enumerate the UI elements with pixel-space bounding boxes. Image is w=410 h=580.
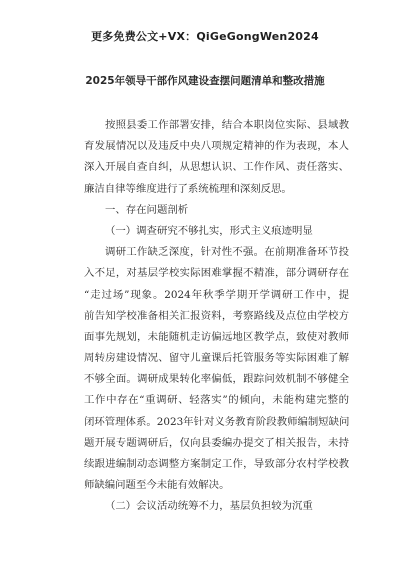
- paragraph-1-line-10: 题开展专题调研后，仅向县委编办提交了相关报告，未持: [84, 436, 349, 449]
- paragraph-1-line-9: 闭环管理体系。2023年针对义务教育阶段教师编制短缺问: [84, 415, 349, 428]
- promo-header: 更多免费公文+VX：QiGeGongWen2024: [91, 30, 319, 43]
- paragraph-1-line-4: 前告知学校准备相关汇报资料，考察路线及点位由学校方: [84, 309, 349, 322]
- intro-line-3: 深入开展自查自纠，从思想认识、工作作风、责任落实、: [84, 161, 349, 174]
- paragraph-1-line-6: 周转房建设情况、留守儿童课后托管服务等实际困难了解: [84, 352, 349, 365]
- intro-line-4: 廉洁自律等维度进行了系统梳理和深刻反思。: [84, 182, 292, 195]
- paragraph-1-line-11: 续跟进编制动态调整方案制定工作，导致部分农村学校教: [84, 458, 349, 470]
- document-body: [84, 115, 349, 518]
- paragraph-1-line-3: “走过场”现象。2024年秋季学期开学调研工作中，提: [84, 288, 349, 301]
- subsection-heading-1: （一）调查研究不够扎实，形式主义痕迹明显: [105, 224, 313, 237]
- document-title: 2025年领导干部作风建设查摆问题清单和整改措施: [85, 75, 325, 87]
- paragraph-1-line-1: 调研工作缺乏深度，针对性不强。在前期准备环节投: [105, 246, 349, 259]
- subsection-heading-2: （二）会议活动统筹不力，基层负担较为沉重: [105, 500, 313, 513]
- paragraph-1-line-5: 面事先规划，未能随机走访偏远地区教学点，致使对教师: [84, 330, 349, 343]
- paragraph-1-line-12: 师缺编问题至今未能有效解决。: [84, 479, 230, 492]
- paragraph-1-line-7: 不够全面。调研成果转化率偏低，跟踪问效机制不够健全: [84, 373, 349, 386]
- intro-line-2: 育发展情况以及违反中央八项规定精神的作为表现，本人: [84, 140, 349, 153]
- paragraph-1-line-8: 工作中存在“重调研、轻落实”的倾向，未能构建完整的: [84, 394, 349, 407]
- section-heading-1: 一、存在问题剖析: [105, 203, 189, 216]
- paragraph-1-line-2: 入不足，对基层学校实际困难掌握不精准，部分调研存在: [84, 267, 349, 280]
- intro-line-1: 按照县委工作部署安排，结合本职岗位实际、县域教: [105, 119, 349, 131]
